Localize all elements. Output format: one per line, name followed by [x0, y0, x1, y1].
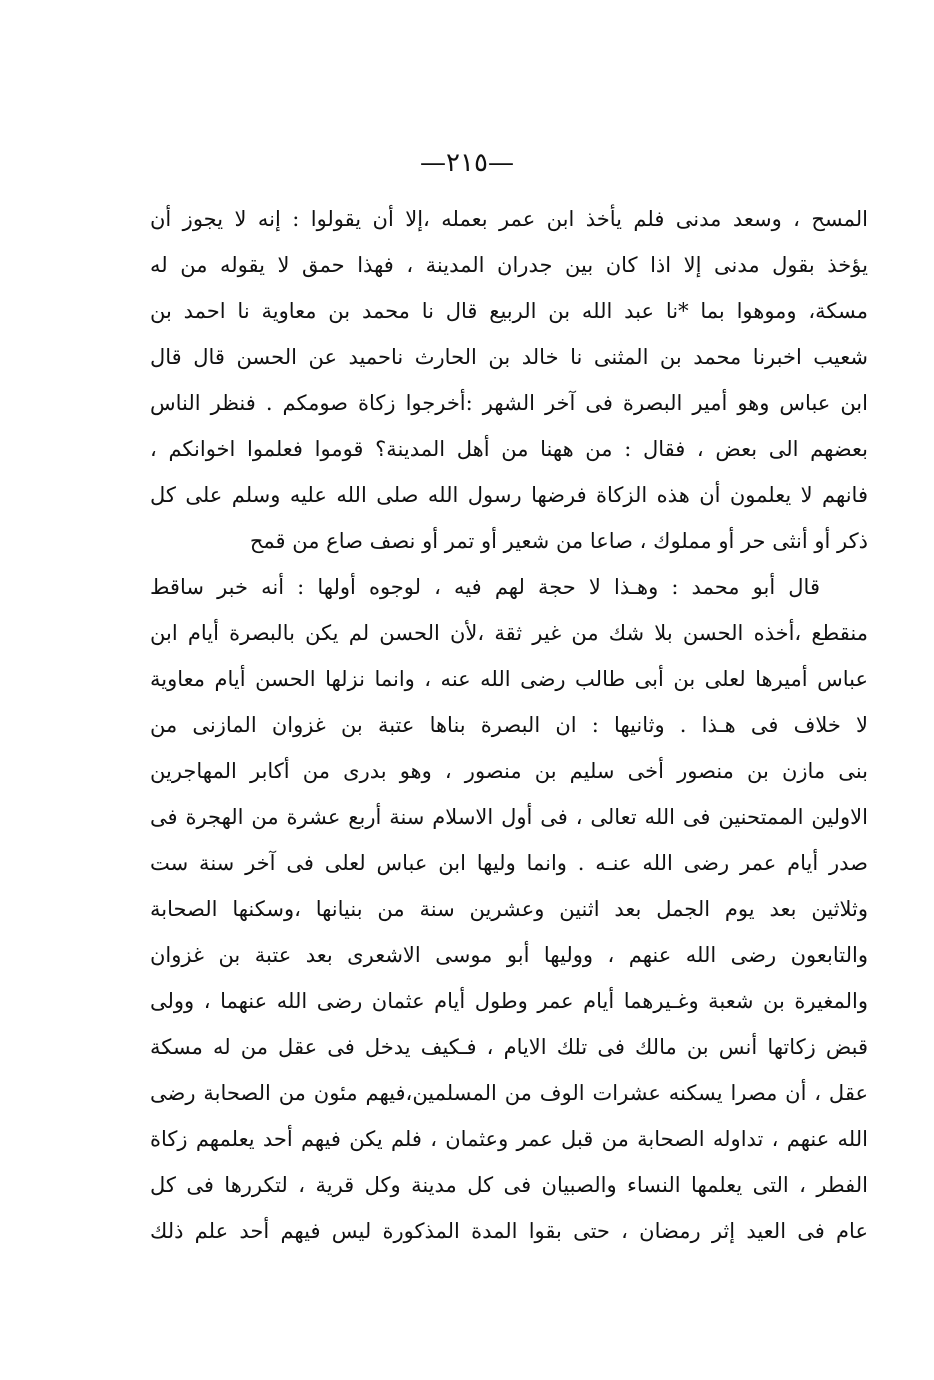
text-line: بنى مازن بن منصور أخى سليم بن منصور ، وهو بدرى من أكابر المهاجرين: [150, 759, 868, 783]
text-line: والتابعون رضى الله عنهم ، ووليها أبو موسى الاشعرى بعد عتبة بن غزوان: [150, 943, 868, 967]
text-line: عام فى العيد إثر رمضان ، حتى بقوا المدة المذكورة ليس فيهم أحد علم ذلك: [150, 1219, 868, 1243]
text-line: قبض زكاتها أنس بن مالك فى تلك الايام ، فـكيف يدخل فى عقل من له مسكة: [150, 1035, 868, 1059]
text-line: صدر أيام عمر رضى الله عنـه . وانما وليها ابن عباس لعلى فى آخر سنة ست: [150, 851, 868, 875]
text-body: [150, 196, 868, 1254]
text-line: لا خلاف فى هـذا . وثانيها : ان البصرة بناها عتبة بن غزوان المازنى من: [150, 713, 868, 737]
text-line: شعيب اخبرنا محمد بن المثنى نا خالد بن الحارث ناحميد عن الحسن قال قال: [150, 345, 868, 369]
page-number: —٢١٥—: [420, 148, 514, 178]
text-line: منقطع ،أخذه الحسن بلا شك من غير ثقة ،لأن الحسن لم يكن بالبصرة أيام ابن: [150, 621, 868, 645]
text-line: ابن عباس وهو أمير البصرة فى آخر الشهر :أخرجوا زكاة صومكم . فنظر الناس: [150, 391, 868, 415]
text-line: الله عنهم ، تداوله الصحابة من قبل عمر وعثمان ، فلم يكن فيهم أحد يعلمهم زكاة: [150, 1127, 868, 1151]
text-line: ذكر أو أنثى حر أو مملوك ، صاعا من شعير أو تمر أو نصف صاع من قمح: [249, 529, 868, 553]
paragraph-start-line: قال أبو محمد : وهـذا لا حجة لهم فيه ، لوجوه أولها : أنه خبر ساقط: [150, 575, 820, 599]
text-line: والمغيرة بن شعبة وغـيرهما أيام عمر وطول أيام عثمان رضى الله عنهما ، وولى: [150, 989, 868, 1013]
text-line: عباس أميرها لعلى بن أبى طالب رضى الله عنه ، وانما نزلها الحسن أيام معاوية: [150, 667, 868, 691]
text-line: المسح ، وسعد مدنى فلم يأخذ ابن عمر بعمله ،إلا أن يقولوا : إنه لا يجوز أن: [150, 207, 868, 231]
text-line: مسكة، وموهوا بما *نا عبد الله بن الربيع قال نا محمد بن معاوية نا احمد بن: [150, 299, 868, 323]
text-line: الفطر ، التى يعلمها النساء والصبيان فى كل مدينة وكل قرية ، لتكررها فى كل: [150, 1173, 868, 1197]
text-line: بعضهم الى بعض ، فقال : من ههنا من أهل المدينة؟ قوموا فعلموا اخوانكم ،: [150, 437, 868, 461]
text-line: عقل ، أن مصرا يسكنه عشرات الوف من المسلمين،فيهم مئون من الصحابة رضى: [150, 1081, 868, 1105]
text-line: الاولين الممتحنين فى الله تعالى ، فى أول الاسلام سنة أربع عشرة من الهجرة فى: [150, 805, 868, 829]
text-line: وثلاثين بعد يوم الجمل بعد اثنين وعشرين سنة من بنيانها ،وسكنها الصحابة: [150, 897, 868, 921]
text-line: يؤخذ بقول مدنى إلا اذا كان بين جدران المدينة ، فهذا حمق لا يقوله من له: [150, 253, 868, 277]
text-line: فانهم لا يعلمون أن هذه الزكاة فرضها رسول الله صلى الله عليه وسلم على كل: [150, 483, 868, 507]
